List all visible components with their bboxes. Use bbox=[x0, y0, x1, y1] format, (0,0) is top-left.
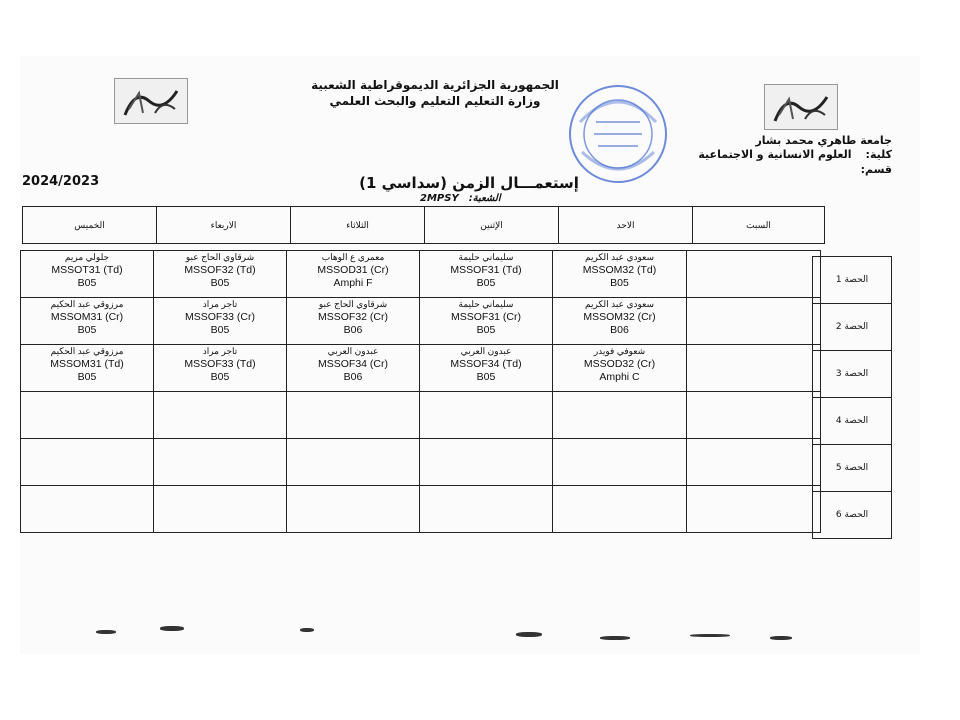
cell-course: MSSOT31 (Td) bbox=[51, 264, 123, 276]
schedule-cell bbox=[553, 298, 687, 345]
cell-teacher: شرقاوي الحاج عبو bbox=[318, 299, 388, 309]
cell-course: MSSOM31 (Td) bbox=[50, 358, 124, 370]
schedule-row bbox=[21, 392, 821, 439]
period-label: الحصة 5 bbox=[813, 445, 892, 492]
scan-speck bbox=[160, 626, 184, 631]
schedule-cell bbox=[287, 345, 420, 392]
schedule-cell bbox=[287, 486, 420, 533]
cell-course: MSSOF33 (Td) bbox=[184, 358, 256, 370]
republic-line: الجمهورية الجزائرية الديموقراطية الشعبية bbox=[311, 78, 559, 92]
schedule-cell bbox=[154, 251, 287, 298]
period-row bbox=[813, 304, 892, 351]
cell-teacher: عبدون العربي bbox=[327, 346, 379, 356]
cell-course: MSSOF34 (Td) bbox=[450, 358, 522, 370]
cell-room: B06 bbox=[343, 324, 363, 336]
right-logo bbox=[764, 84, 838, 130]
day-tuesday: الثلاثاء bbox=[291, 207, 425, 244]
cell-room: B05 bbox=[77, 371, 97, 383]
period-label: الحصة 6 bbox=[813, 492, 892, 539]
cell-room: B05 bbox=[77, 324, 97, 336]
schedule-row bbox=[21, 298, 821, 345]
scan-speck bbox=[770, 636, 792, 640]
cell-course: MSSOD31 (Cr) bbox=[317, 264, 389, 276]
period-row bbox=[813, 492, 892, 539]
scan-speck bbox=[516, 632, 542, 637]
day-sunday: الاحد bbox=[559, 207, 693, 244]
period-label: الحصة 1 bbox=[813, 257, 892, 304]
cell-course: MSSOF32 (Td) bbox=[184, 264, 256, 276]
cell-teacher: سليماني حليمة bbox=[458, 299, 514, 309]
schedule-cell bbox=[21, 251, 154, 298]
scan-speck bbox=[96, 630, 116, 634]
cell-room: Amphi F bbox=[333, 277, 373, 289]
period-row bbox=[813, 445, 892, 492]
schedule-cell bbox=[21, 345, 154, 392]
schedule-cell bbox=[687, 345, 821, 392]
schedule-cell bbox=[287, 298, 420, 345]
department-label: قسم: bbox=[860, 163, 892, 176]
schedule-cell bbox=[21, 439, 154, 486]
schedule-row bbox=[21, 486, 821, 533]
cell-teacher: شرقاوي الحاج عبو bbox=[185, 252, 255, 262]
cell-course: MSSOM31 (Cr) bbox=[50, 311, 124, 323]
cell-teacher: تاجر مراد bbox=[202, 299, 238, 309]
cell-room: B06 bbox=[610, 324, 629, 336]
period-row bbox=[813, 351, 892, 398]
schedule-cell bbox=[420, 251, 553, 298]
schedule-cell bbox=[553, 392, 687, 439]
cell-room: B05 bbox=[476, 277, 496, 289]
cell-course: MSSOM32 (Td) bbox=[582, 264, 657, 276]
cell-course: MSSOD32 (Cr) bbox=[583, 358, 656, 370]
schedule-cell bbox=[287, 392, 420, 439]
cell-course: MSSOF33 (Cr) bbox=[184, 311, 255, 323]
cell-teacher: سعودي عبد الكريم bbox=[584, 252, 655, 262]
cell-room: B05 bbox=[476, 324, 496, 336]
schedule-cell bbox=[420, 298, 553, 345]
academic-year: 2024/2023 bbox=[22, 174, 100, 189]
faculty-label: كلية: bbox=[865, 148, 892, 161]
period-label: الحصة 3 bbox=[813, 351, 892, 398]
schedule-cell bbox=[154, 298, 287, 345]
schedule-cell bbox=[420, 439, 553, 486]
day-header-table bbox=[22, 206, 825, 244]
day-saturday: السبت bbox=[693, 207, 825, 244]
cell-teacher: مرزوقي عبد الحكيم bbox=[50, 299, 124, 309]
schedule-cell bbox=[287, 439, 420, 486]
schedule-cell bbox=[420, 345, 553, 392]
day-monday: الإثنين bbox=[425, 207, 559, 244]
period-label: الحصة 2 bbox=[813, 304, 892, 351]
schedule-cell bbox=[420, 486, 553, 533]
schedule-cell bbox=[21, 298, 154, 345]
schedule-cell bbox=[154, 439, 287, 486]
scan-speck bbox=[690, 634, 730, 637]
cell-teacher: سليماني حليمة bbox=[458, 252, 514, 262]
faculty-value: العلوم الانسانية و الاجتماعية bbox=[698, 148, 852, 161]
left-logo bbox=[114, 78, 188, 124]
schedule-cell bbox=[553, 345, 687, 392]
cell-teacher: مرزوقي عبد الحكيم bbox=[50, 346, 124, 356]
schedule-cell bbox=[21, 392, 154, 439]
schedule-cell bbox=[687, 251, 821, 298]
day-header-row bbox=[23, 207, 825, 244]
group-line bbox=[420, 193, 501, 204]
cell-room: B05 bbox=[210, 277, 230, 289]
cell-course: MSSOF32 (Cr) bbox=[317, 311, 388, 323]
schedule-cell bbox=[687, 439, 821, 486]
schedule-cell bbox=[553, 251, 687, 298]
cell-room: B05 bbox=[77, 277, 97, 289]
schedule-row bbox=[21, 251, 821, 298]
schedule-row bbox=[21, 345, 821, 392]
cell-teacher: تاجر مراد bbox=[202, 346, 238, 356]
cell-room: Amphi C bbox=[599, 371, 640, 383]
period-label: الحصة 4 bbox=[813, 398, 892, 445]
cell-teacher: معمري ع الوهاب bbox=[321, 252, 385, 262]
schedule-grid bbox=[20, 250, 821, 533]
cell-course: MSSOF31 (Td) bbox=[450, 264, 522, 276]
schedule-cell bbox=[687, 298, 821, 345]
day-thursday: الخميس bbox=[23, 207, 157, 244]
group-label: الشعبة: bbox=[468, 193, 501, 204]
cell-course: MSSOM32 (Cr) bbox=[583, 311, 656, 323]
cell-room: B06 bbox=[343, 371, 363, 383]
faculty-line bbox=[698, 148, 892, 161]
schedule-cell bbox=[21, 486, 154, 533]
schedule-cell bbox=[154, 345, 287, 392]
schedule-title: إستعمـــال الزمن (سداسي 1) bbox=[359, 174, 579, 192]
scan-speck bbox=[600, 636, 630, 640]
schedule-cell bbox=[687, 486, 821, 533]
ministry-line: وزارة التعليم التعليم والبحث العلمي bbox=[329, 94, 541, 108]
cell-teacher: شعوفي فويدر bbox=[593, 346, 646, 356]
cell-room: B05 bbox=[210, 371, 230, 383]
cell-room: B05 bbox=[610, 277, 629, 289]
day-wednesday: الاربعاء bbox=[157, 207, 291, 244]
cell-teacher: جلولي مريم bbox=[64, 252, 110, 262]
period-row bbox=[813, 257, 892, 304]
cell-teacher: سعودي عبد الكريم bbox=[584, 299, 655, 309]
schedule-cell bbox=[154, 486, 287, 533]
schedule-row bbox=[21, 439, 821, 486]
period-row bbox=[813, 398, 892, 445]
period-labels bbox=[812, 256, 892, 539]
group-value: 2MPSY bbox=[420, 193, 459, 204]
official-stamp bbox=[566, 82, 670, 186]
schedule-cell bbox=[420, 392, 553, 439]
cell-room: B05 bbox=[476, 371, 496, 383]
cell-teacher: عبدون العربي bbox=[460, 346, 512, 356]
university-name: جامعة طاهري محمد بشار bbox=[755, 134, 892, 147]
schedule-cell bbox=[553, 439, 687, 486]
schedule-cell bbox=[287, 251, 420, 298]
schedule-cell bbox=[154, 392, 287, 439]
schedule-cell bbox=[553, 486, 687, 533]
schedule-cell bbox=[687, 392, 821, 439]
cell-room: B05 bbox=[210, 324, 230, 336]
cell-course: MSSOF31 (Cr) bbox=[450, 311, 521, 323]
cell-course: MSSOF34 (Cr) bbox=[317, 358, 388, 370]
scan-speck bbox=[300, 628, 314, 632]
